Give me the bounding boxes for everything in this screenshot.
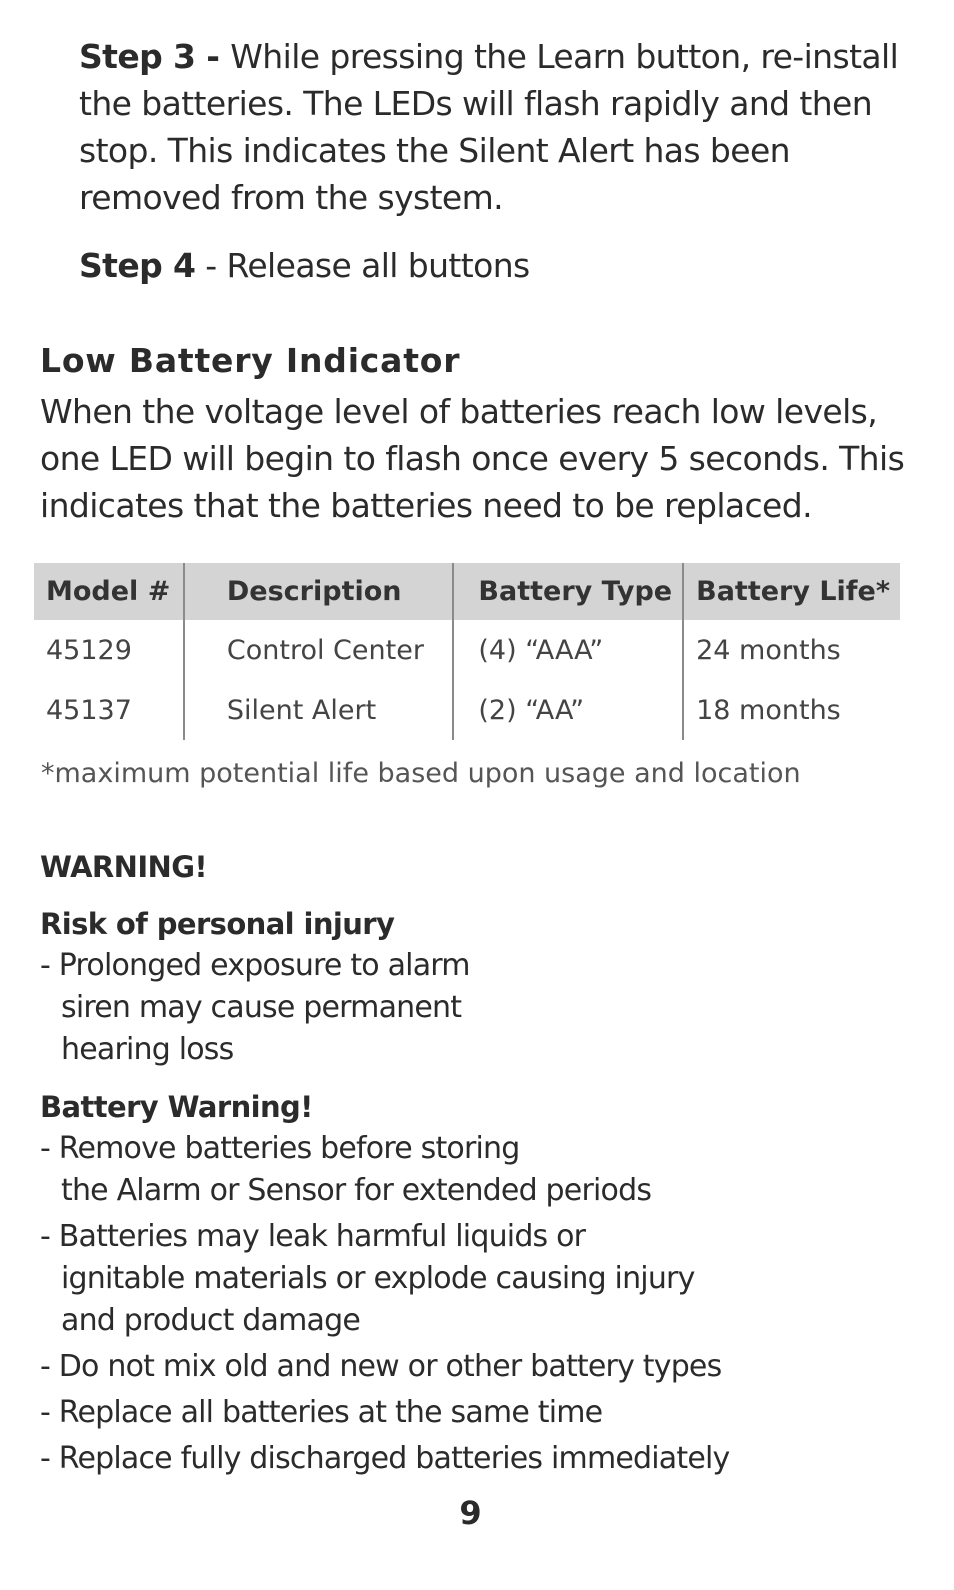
- list-item: - Replace all batteries at the same time: [40, 1395, 603, 1430]
- header-battery-type: Battery Type: [453, 563, 683, 620]
- low-battery-body: When the voltage level of batteries reach low levels, one LED will begin to flash once every 5 seconds. This indicates that the batteries need to be replaced.: [40, 392, 905, 525]
- risk-list: [40, 945, 500, 1071]
- table-header-row: [34, 563, 900, 620]
- header-battery-life: Battery Life*: [683, 563, 900, 620]
- cell-model: 45129: [46, 634, 132, 666]
- cell-battery-type: (2) “AA”: [453, 680, 683, 740]
- step-4-label: Step 4: [79, 246, 196, 285]
- battery-spec-table: [34, 563, 900, 740]
- step-4-text: - Release all buttons: [195, 246, 530, 285]
- cell-battery-type: (4) “AAA”: [453, 620, 683, 680]
- list-item: - Batteries may leak harmful liquids or ignitable materials or explode causing injury and product damage: [40, 1219, 695, 1338]
- header-description: Description: [184, 563, 454, 620]
- cell-model: 45137: [46, 694, 132, 726]
- table-row: [34, 620, 900, 680]
- cell-battery-life: 18 months: [683, 680, 900, 740]
- low-battery-heading: Low Battery Indicator: [40, 341, 461, 380]
- table-row: [34, 680, 900, 740]
- step-3-label: Step 3 -: [79, 37, 231, 76]
- battery-warning-list: [40, 1128, 740, 1484]
- list-item: - Do not mix old and new or other battery types: [40, 1349, 722, 1384]
- risk-title: Risk of personal injury: [40, 907, 395, 941]
- step-3-text: While pressing the Learn button, re-install the batteries. The LEDs will flash rapidly and then stop. This indicates the Silent Alert has been removed from the system.: [79, 37, 899, 217]
- list-item: - Remove batteries before storing the Alarm or Sensor for extended periods: [40, 1131, 652, 1208]
- list-item: - Prolonged exposure to alarm siren may cause permanent hearing loss: [40, 948, 470, 1067]
- cell-description: Silent Alert: [184, 680, 454, 740]
- list-item: - Replace fully discharged batteries immediately: [40, 1441, 730, 1476]
- step-4-paragraph: [79, 242, 929, 289]
- cell-description: Control Center: [184, 620, 454, 680]
- header-model: Model #: [34, 563, 184, 620]
- table-footnote: *maximum potential life based upon usage and location: [41, 758, 801, 789]
- step-3-paragraph: [79, 33, 929, 221]
- battery-warning-title: Battery Warning!: [40, 1090, 313, 1124]
- cell-battery-life: 24 months: [683, 620, 900, 680]
- warning-title: WARNING!: [40, 850, 208, 884]
- page-number: 9: [459, 1494, 482, 1532]
